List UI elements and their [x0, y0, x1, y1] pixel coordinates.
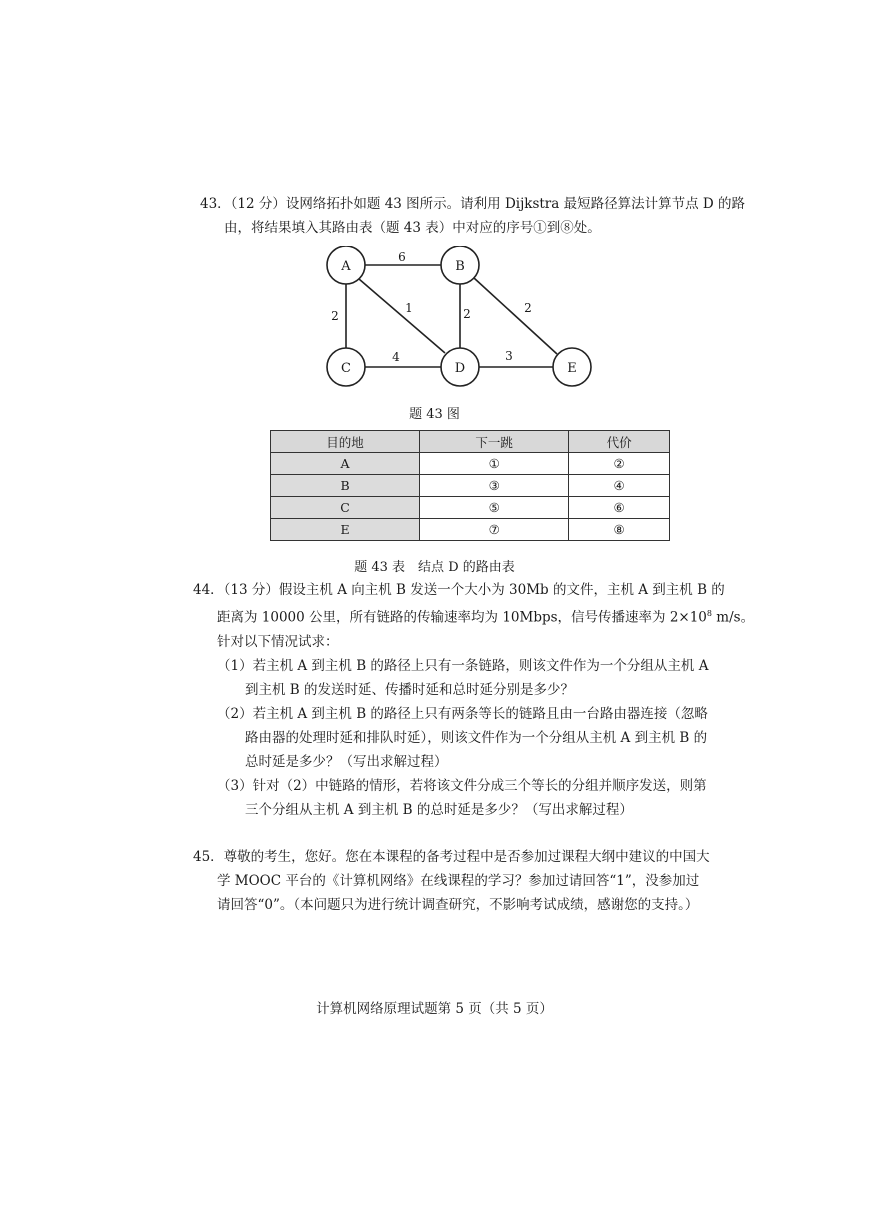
question-44 [193, 578, 754, 822]
question-44-part-2-line-2: 路由器的处理时延和排队时延），则该文件作为一个分组从主机 A 到主机 B 的 [245, 729, 708, 746]
question-45-line-1: 45．尊敬的考生，您好。您在本课程的备考过程中是否参加过课程大纲中建议的中国大 [193, 849, 710, 865]
row-cost: ④ [569, 475, 670, 497]
question-45-line-3: 请回答“0”。（本问题只为进行统计调查研究，不影响考试成绩，感谢您的支持。） [217, 897, 699, 913]
question-44-part-1-line-1: （1）若主机 A 到主机 B 的路径上只有一条链路，则该文件作为一个分组从主机 A [217, 657, 709, 674]
question-44-line-3: 针对以下情况试求： [217, 633, 339, 650]
table-header-row [271, 431, 670, 453]
row-destination: C [271, 497, 420, 519]
row-destination: B [271, 475, 420, 497]
edge-a-b-cost: 6 [398, 250, 406, 264]
row-next-hop: ⑤ [420, 497, 569, 519]
row-destination: A [271, 453, 420, 475]
edge-a-d-cost: 1 [405, 301, 413, 315]
edge-a-c-cost: 2 [331, 309, 339, 323]
question-44-line-1: 44．（13 分）假设主机 A 向主机 B 发送一个大小为 30Mb 的文件，主机 A 到主机 B 的 [193, 582, 725, 598]
edge-c-d-cost: 4 [392, 350, 400, 364]
row-destination: E [271, 519, 420, 541]
question-45 [193, 845, 710, 917]
node-d-label: D [454, 361, 466, 376]
header-cost: 代价 [569, 431, 670, 453]
table-row [271, 519, 670, 541]
table-row [271, 475, 670, 497]
node-c-label: C [341, 361, 351, 376]
question-44-part-3-line-1: （3）针对（2）中链路的情形，若将该文件分成三个等长的分组并顺序发送，则第 [217, 777, 707, 794]
question-43-line-1: 43．（12 分）设网络拓扑如题 43 图所示。请利用 Dijkstra 最短路径算法计算节点 D 的路 [200, 196, 746, 212]
question-44-line-2 [193, 602, 754, 630]
question-44-part-2-line-1: （2）若主机 A 到主机 B 的路径上只有两条等长的链路且由一台路由器连接（忽略 [217, 705, 708, 722]
question-45-line-2: 学 MOOC 平台的《计算机网络》在线课程的学习？参加过请回答“1”，没参加过 [217, 873, 700, 889]
table-row [271, 453, 670, 475]
node-b-label: B [455, 259, 465, 274]
question-44-part-1-line-2: 到主机 B 的发送时延、传播时延和总时延分别是多少？ [245, 681, 575, 698]
question-44-part-2-line-3: 总时延是多少？（写出求解过程） [245, 753, 448, 770]
edge-b-d-cost: 2 [463, 307, 471, 321]
routing-table [270, 430, 670, 541]
question-44-part-3-line-2: 三个分组从主机 A 到主机 B 的总时延是多少？（写出求解过程） [245, 801, 633, 818]
network-topology-diagram [318, 246, 610, 396]
question-43-line-2: 由，将结果填入其路由表（题 43 表）中对应的序号①到⑧处。 [224, 220, 601, 236]
node-a-label: A [341, 259, 351, 274]
row-cost: ⑧ [569, 519, 670, 541]
header-destination: 目的地 [271, 431, 420, 453]
table-caption: 题 43 表 结点 D 的路由表 [354, 560, 515, 575]
row-next-hop: ① [420, 453, 569, 475]
table-row [271, 497, 670, 519]
row-cost: ② [569, 453, 670, 475]
question-44-line-2-unit: m/s。 [712, 609, 755, 626]
question-44-line-2-text: 距离为 10000 公里，所有链路的传输速率均为 10Mbps，信号传播速率为 2×10 [217, 609, 707, 626]
page-footer: 计算机网络原理试题第 5 页（共 5 页） [316, 1001, 553, 1017]
question-43 [200, 192, 745, 240]
figure-caption: 题 43 图 [409, 407, 460, 422]
row-cost: ⑥ [569, 497, 670, 519]
edge-b-e-cost: 2 [524, 301, 532, 315]
row-next-hop: ③ [420, 475, 569, 497]
header-next-hop: 下一跳 [420, 431, 569, 453]
node-e-label: E [567, 361, 577, 376]
row-next-hop: ⑦ [420, 519, 569, 541]
edge-a-d [359, 279, 445, 353]
edge-b-e [474, 278, 557, 354]
exponent: 8 [706, 609, 712, 618]
edge-d-e-cost: 3 [505, 349, 513, 363]
